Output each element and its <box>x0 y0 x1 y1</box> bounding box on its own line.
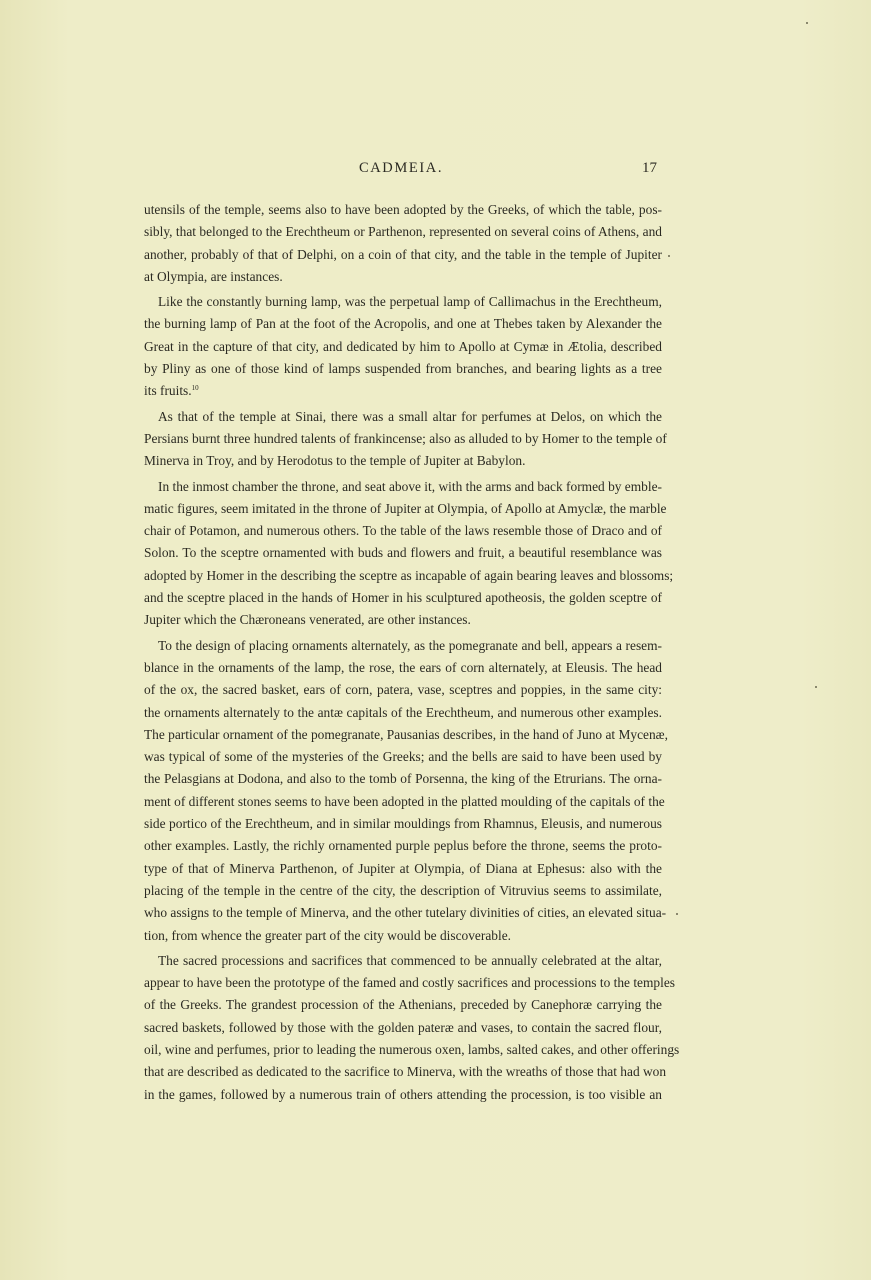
text-line: To the design of placing ornaments alternately, as the pomegranate and bell, appears a resem- <box>158 637 662 653</box>
text-line: Persians burnt three hundred talents of frankincense; also as alluded to by Homer to the temple of <box>144 430 667 446</box>
text-line: another, probably of that of Delphi, on a coin of that city, and the table in the temple of Jupiter <box>144 246 662 262</box>
text-line: As that of the temple at Sinai, there was a small altar for perfumes at Delos, on which the <box>158 408 662 424</box>
paragraph <box>144 291 662 402</box>
text-line: the burning lamp of Pan at the foot of the Acropolis, and one at Thebes taken by Alexander the <box>144 316 662 332</box>
text-line: blance in the ornaments of the lamp, the rose, the ears of corn alternately, at Eleusis. The head <box>144 659 662 675</box>
text-line: oil, wine and perfumes, prior to leading the numerous oxen, lambs, salted cakes, and other offerings <box>144 1041 680 1057</box>
text-line: the ornaments alternately to the antæ capitals of the Erechtheum, and numerous other examples. <box>144 704 662 720</box>
footnote-reference: 10 <box>191 384 199 393</box>
text-line: adopted by Homer in the describing the sceptre as incapable of again bearing leaves and blossoms; <box>144 567 674 583</box>
page-number: 17 <box>642 160 657 176</box>
text-line: chair of Potamon, and numerous others. To the table of the laws resemble those of Draco and of <box>144 523 662 539</box>
text-line: utensils of the temple, seems also to have been adopted by the Greeks, of which the table, pos- <box>144 202 662 217</box>
text-line: The particular ornament of the pomegranate, Pausanias describes, in the hand of Juno at Mycenæ, <box>144 726 668 742</box>
text-line-with-footnote <box>144 380 662 402</box>
paper-speck <box>806 22 808 24</box>
text-line: and the sceptre placed in the hands of Homer in his sculptured apotheosis, the golden sceptre of <box>144 590 662 606</box>
paragraph <box>144 950 680 1106</box>
text-line: The sacred processions and sacrifices that commenced to be annually celebrated at the altar, <box>158 952 662 968</box>
body-text <box>144 199 680 1109</box>
text-line: that are described as dedicated to the sacrifice to Minerva, with the wreaths of those that had won <box>144 1064 667 1080</box>
text-line: placing of the temple in the centre of the city, the description of Vitruvius seems to assimilate, <box>144 882 662 898</box>
text-line: appear to have been the prototype of the famed and costly sacrifices and processions to the temples <box>144 975 675 991</box>
text-line: other examples. Lastly, the richly ornamented purple peplus before the throne, seems the proto- <box>144 838 662 854</box>
paragraph <box>144 406 667 473</box>
text-line: its fruits. <box>144 383 192 399</box>
text-line: who assigns to the temple of Minerva, and the other tutelary divinities of cities, an elevated situa- <box>144 905 667 921</box>
text-line: of the Greeks. The grandest procession of the Athenians, preceded by Canephoræ carrying the <box>144 997 662 1013</box>
text-line: In the inmost chamber the throne, and seat above it, with the arms and back formed by emble- <box>158 478 662 494</box>
text-line: matic figures, seem imitated in the throne of Jupiter at Olympia, of Apollo at Amyclæ, the marble <box>144 500 667 516</box>
paragraph <box>144 476 674 632</box>
text-line: was typical of some of the mysteries of the Greeks; and the bells are said to have been used by <box>144 749 662 765</box>
text-line: Jupiter which the Chæroneans venerated, are other instances. <box>144 612 471 628</box>
text-line: of the ox, the sacred basket, ears of corn, patera, vase, sceptres and poppies, in the same city: <box>144 682 662 698</box>
running-title: CADMEIA. <box>358 160 444 176</box>
text-line: sacred baskets, followed by those with the golden pateræ and vases, to contain the sacred flour, <box>144 1019 662 1035</box>
text-line: by Pliny as one of those kind of lamps suspended from branches, and bearing lights as a tree <box>144 361 662 377</box>
paragraph <box>144 635 668 947</box>
paper-speck <box>815 686 817 688</box>
paragraph <box>144 199 662 288</box>
text-line: sibly, that belonged to the Erechtheum or Parthenon, represented on several coins of Athens, and <box>144 224 662 240</box>
text-line: Great in the capture of that city, and dedicated by him to Apollo at Cymæ in Ætolia, described <box>144 338 662 354</box>
paper-speck <box>676 913 678 915</box>
running-head <box>145 160 657 182</box>
text-line: Minerva in Troy, and by Herodotus to the temple of Jupiter at Babylon. <box>144 453 526 469</box>
text-line: the Pelasgians at Dodona, and also to the tomb of Porsenna, the king of the Etrurians. The orna- <box>144 771 662 787</box>
text-line: type of that of Minerva Parthenon, of Jupiter at Olympia, of Diana at Ephesus: also with the <box>144 860 662 876</box>
text-line: Solon. To the sceptre ornamented with buds and flowers and fruit, a beautiful resemblance was <box>144 545 662 561</box>
text-line: tion, from whence the greater part of the city would be discoverable. <box>144 927 511 943</box>
text-line: side portico of the Erechtheum, and in similar mouldings from Rhamnus, Eleusis, and numerous <box>144 816 662 832</box>
text-line: at Olympia, are instances. <box>144 268 283 284</box>
text-line: ment of different stones seems to have been adopted in the platted moulding of the capitals of the <box>144 793 665 809</box>
paper-speck <box>668 255 670 257</box>
text-line: in the games, followed by a numerous train of others attending the procession, is too visible an <box>144 1086 662 1102</box>
text-line: Like the constantly burning lamp, was the perpetual lamp of Callimachus in the Erechtheum, <box>158 294 662 310</box>
